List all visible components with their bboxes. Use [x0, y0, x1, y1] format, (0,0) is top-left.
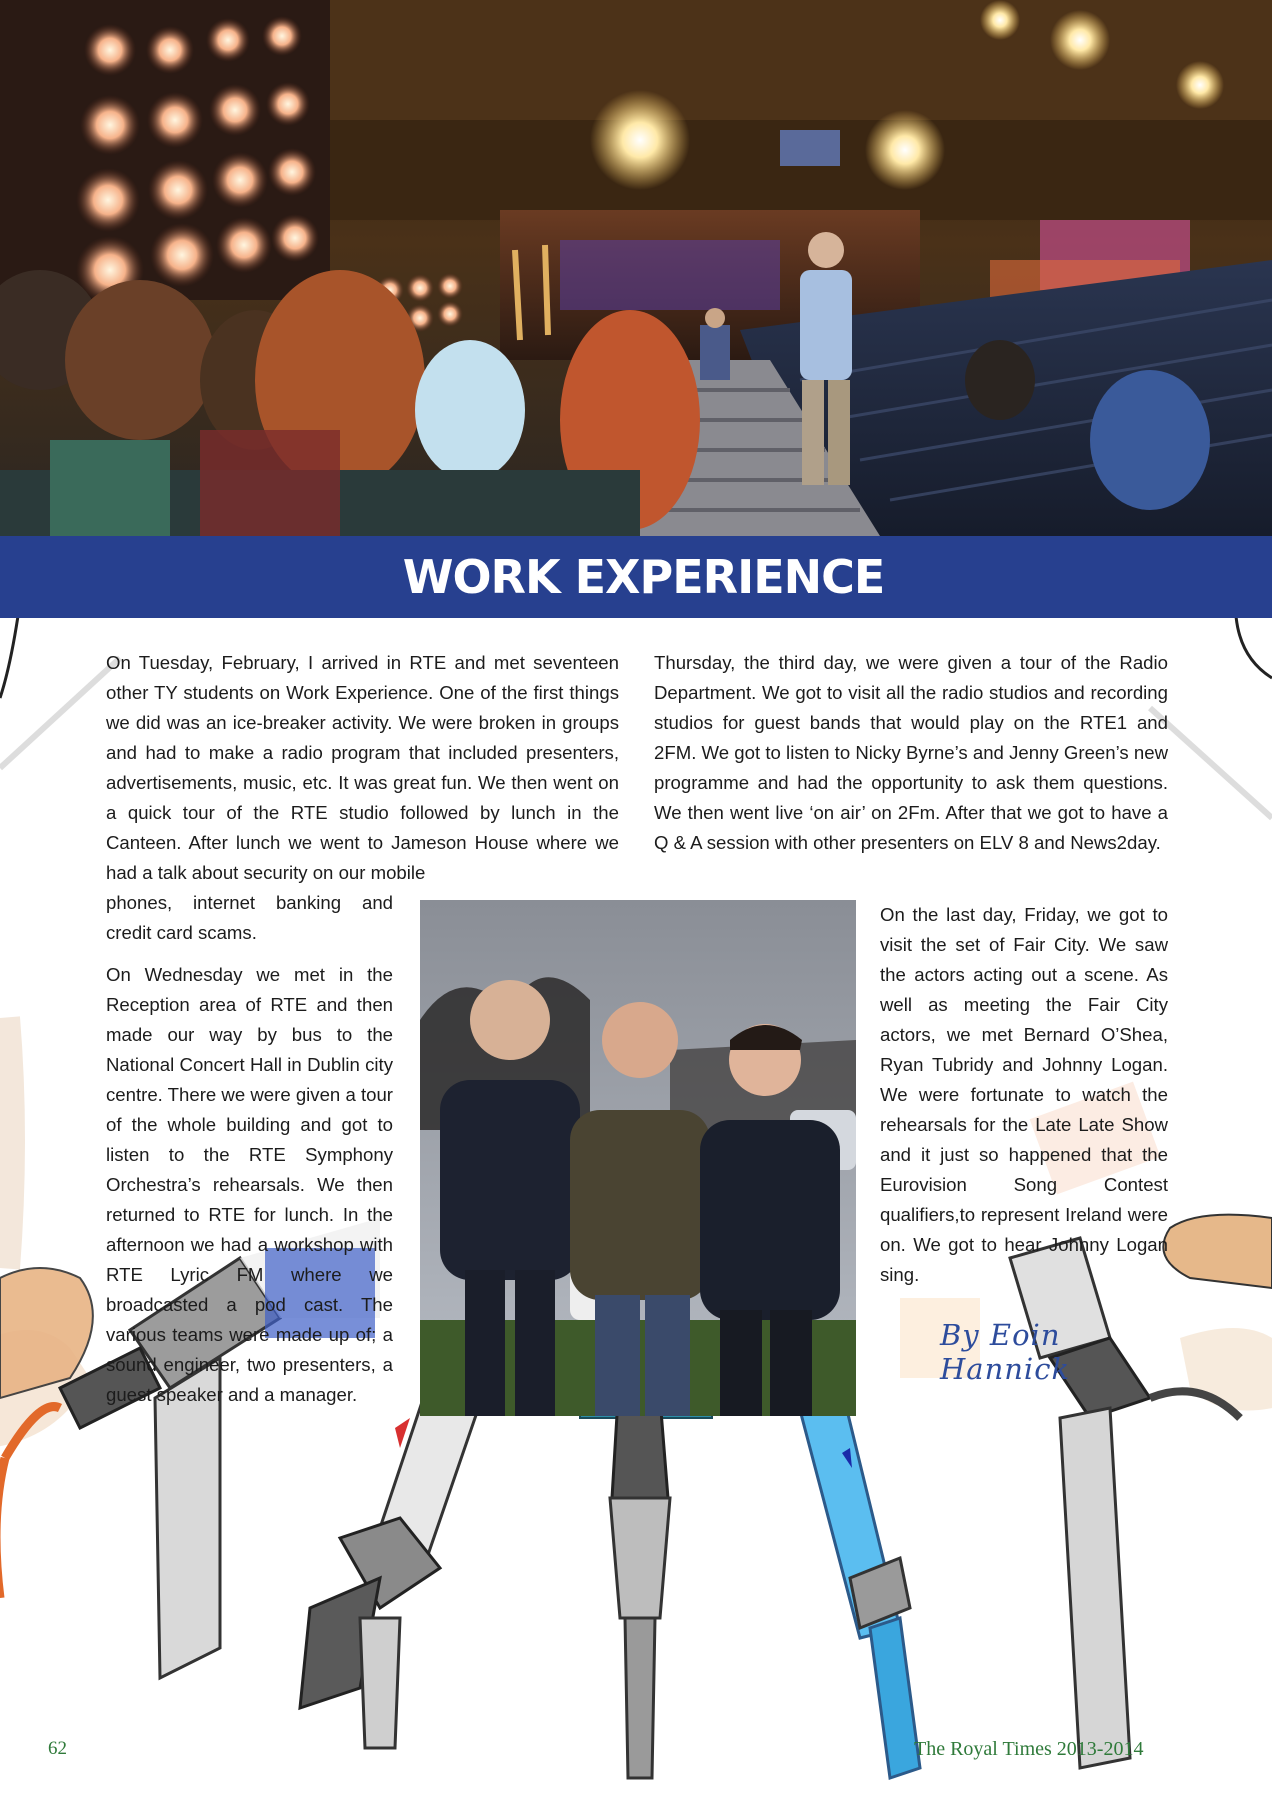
page-number: 62: [48, 1738, 67, 1759]
paragraph-tuesday-continued: phones, internet banking and credit card scams.: [106, 892, 393, 943]
page-title: WORK EXPERIENCE: [402, 550, 885, 604]
group-photo: [420, 900, 856, 1416]
paragraph-friday: On the last day, Friday, we got to visit the set of Fair City. We saw the actors acting out a scene. As well as meeting the Fair City actors, we met Bernard O’Shea, Ryan Tubridy and Johnny Logan. We were fortunate to watch the rehearsals for the Late Late Show and it just so happened that the Eurovision Song Contest qualifiers,to represent Ireland were on. We got to hear Johnny Logan sing.: [880, 904, 1168, 1285]
hero-studio-photo: [0, 0, 1272, 536]
byline: By Eoin Hannick: [940, 1318, 1071, 1386]
paragraph-thursday: Thursday, the third day, we were given a tour of the Radio Department. We got to visit all the radio studios and recording studios for guest bands that would play on the RTE1 and 2FM. We got to listen to Nicky Byrne’s and Jenny Green’s new programme and had the opportunity to ask them questions. We then went live ‘on air’ on 2Fm. After that we got to have a Q & A session with other presenters on ELV 8 and News2day.: [654, 652, 1168, 853]
title-band: [0, 536, 1272, 618]
paragraph-wednesday: On Wednesday we met in the Reception area of RTE and then made our way by bus to the National Concert Hall in Dublin city centre. There we were given a tour of the whole building and got to listen to the RTE Symphony Orchestra’s rehearsals. We then returned to RTE for lunch. In the afternoon we had a workshop with RTE Lyric FM where we broadcasted a pod cast. The various teams were made up of; a sound engineer, two presenters, a guest speaker and a manager.: [106, 964, 393, 1405]
publication-name: The Royal Times 2013-2014: [914, 1738, 1144, 1760]
paragraph-tuesday: On Tuesday, February, I arrived in RTE and met seventeen other TY students on Work Experience. One of the first things we did was an ice-breaker activity. We were broken in groups and had to make a radio program that included presenters, advertisements, music, etc. It was great fun. We then went on a quick tour of the RTE studio followed by lunch in the Canteen. After lunch we went to Jameson House where we had a talk about security on our mobile: [106, 652, 619, 883]
